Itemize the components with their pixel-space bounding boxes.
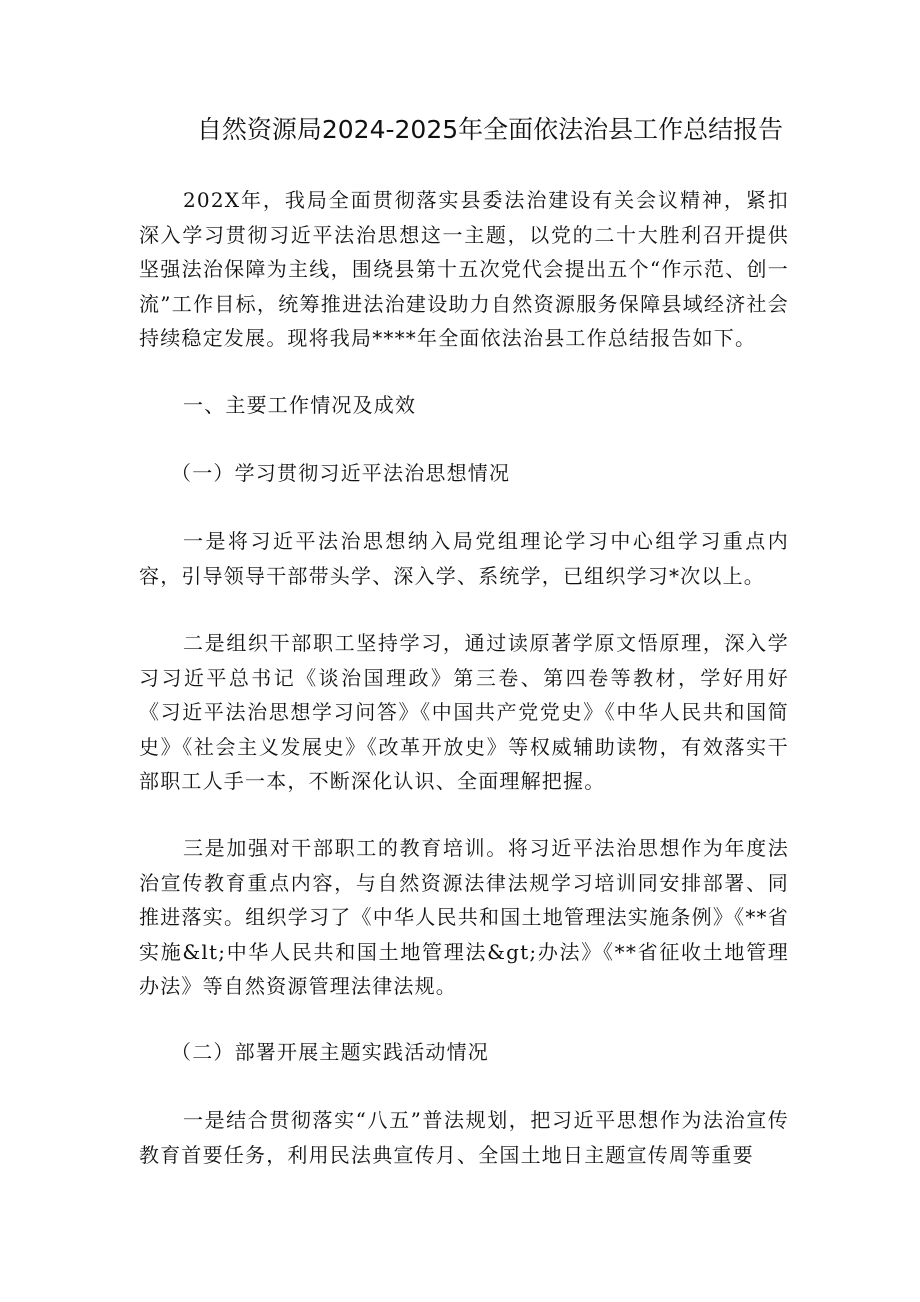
paragraph-item-4: 一是结合贯彻落实“八五”普法规划，把习近平思想作为法治宣传教育首要任务，利用民法典宣传月、全国土地日主题宣传周等重要: [139, 1108, 789, 1167]
subsection-heading-2: （二）部署开展主题实践活动情况: [171, 1040, 489, 1064]
section-heading-1: 一、主要工作情况及成效: [183, 393, 417, 417]
intro-paragraph: 202X年，我局全面贯彻落实县委法治建设有关会议精神，紧扣深入学习贯彻习近平法治思想这一主题，以党的二十大胜利召开提供坚强法治保障为主线，围绕县第十五次党代会提出五个“作示范、创一流”工作目标，统筹推进法治建设助力自然资源服务保障县域经济社会持续稳定发展。现将我局****年全面依法治县工作总结报告如下。: [139, 188, 789, 350]
paragraph-item-1: 一是将习近平法治思想纳入局党组理论学习中心组学习重点内容，引导领导干部带头学、深入学、系统学，已组织学习*次以上。: [139, 529, 789, 588]
paragraph-item-3: 三是加强对干部职工的教育培训。将习近平法治思想作为年度法治宣传教育重点内容，与自然资源法律法规学习培训同安排部署、同推进落实。组织学习了《中华人民共和国土地管理法实施条例》《**省实施&lt;中华人民共和国土地管理法&gt;办法》《**省征收土地管理办法》等自然资源管理法律法规。: [139, 836, 789, 998]
paragraph-item-2: 二是组织干部职工坚持学习，通过读原著学原文悟原理，深入学习习近平总书记《谈治国理政》第三卷、第四卷等教材，学好用好《习近平法治思想学习问答》《中国共产党党史》《中华人民共和国简史》《社会主义发展史》《改革开放史》等权威辅助读物，有效落实干部职工人手一本，不断深化认识、全面理解把握。: [139, 631, 789, 793]
document-title: 自然资源局2024-2025年全面依法治县工作总结报告: [196, 115, 784, 144]
subsection-heading-1: （一）学习贯彻习近平法治思想情况: [171, 461, 511, 485]
